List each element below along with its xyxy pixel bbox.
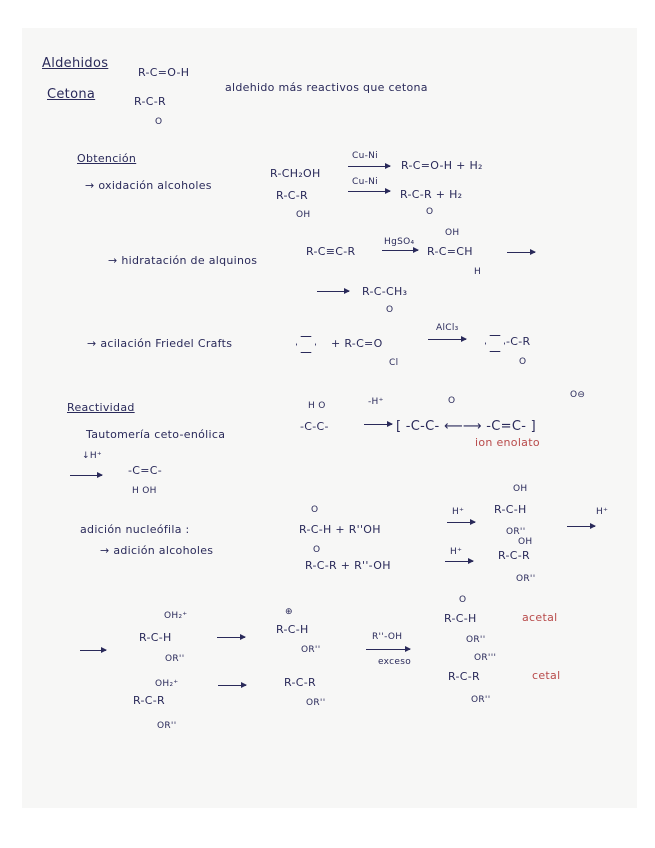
p2-structure: R-C-R bbox=[448, 670, 480, 683]
r4-arrow bbox=[428, 339, 466, 340]
r3-oxygen: O bbox=[386, 305, 394, 315]
keto-form: -C-C- bbox=[300, 420, 329, 433]
r4-acyl: + R-C=O bbox=[331, 337, 383, 350]
r4-cl: Cl bbox=[389, 358, 399, 368]
n1-oxygen: O bbox=[311, 505, 319, 515]
reactivity-comparison: aldehido más reactivos que cetona bbox=[225, 81, 428, 94]
n1-catalyst: H⁺ bbox=[452, 507, 465, 517]
p1-oxygen: O bbox=[459, 595, 467, 605]
r1-arrow bbox=[348, 166, 390, 167]
deprotonation: -H⁺ bbox=[368, 397, 384, 407]
carbocation-plus: ⊕ bbox=[285, 607, 293, 617]
m3-arrow bbox=[218, 685, 246, 686]
m2-structure: R-C-H bbox=[276, 623, 309, 636]
r4-catalyst: AlCl₃ bbox=[436, 323, 459, 333]
protonation: ↓H⁺ bbox=[82, 451, 102, 461]
aldehido-formula: R-C=O-H bbox=[138, 66, 190, 79]
m1-oxonium: OH₂⁺ bbox=[164, 611, 188, 621]
p2-top: OR''' bbox=[474, 653, 497, 663]
adicion-nucleofila-label: adición nucleófila : bbox=[80, 523, 190, 536]
acetal-label: acetal bbox=[522, 611, 558, 624]
n1-arrow bbox=[447, 522, 475, 523]
enol-substituents: H OH bbox=[132, 486, 157, 496]
m3-structure: R-C-R bbox=[133, 694, 165, 707]
r3-catalyst: HgSO₄ bbox=[384, 237, 415, 247]
n1-oh: OH bbox=[513, 484, 528, 494]
m3-oxonium: OH₂⁺ bbox=[155, 679, 179, 689]
heading-aldehidos: Aldehidos bbox=[42, 56, 109, 71]
r3-oh: OH bbox=[445, 228, 460, 238]
p2-or: OR'' bbox=[471, 695, 491, 705]
r3-equilibrium bbox=[507, 252, 535, 253]
enol-form: -C=C- bbox=[128, 464, 163, 477]
m1-or: OR'' bbox=[165, 654, 185, 664]
next-step-h: H⁺ bbox=[596, 507, 609, 517]
m1-arrow bbox=[217, 637, 245, 638]
r2-oxygen: O bbox=[426, 207, 434, 217]
ion-enolato-label: ion enolato bbox=[475, 436, 540, 449]
cetona-formula: R-C-R bbox=[134, 95, 166, 108]
exceso-label: exceso bbox=[378, 657, 412, 667]
keto-top: H O bbox=[308, 401, 326, 411]
n2-oh: OH bbox=[518, 537, 533, 547]
r2-arrow bbox=[348, 191, 390, 192]
r2-reactant: R-C-R bbox=[276, 189, 308, 202]
adicion-alcoholes-label: → adición alcoholes bbox=[100, 544, 214, 557]
m4-or: OR'' bbox=[306, 698, 326, 708]
method-acilacion: → acilación Friedel Crafts bbox=[87, 337, 233, 350]
method-hidratacion: → hidratación de alquinos bbox=[108, 254, 258, 267]
n2-catalyst: H⁺ bbox=[450, 547, 463, 557]
next-step-arrow bbox=[567, 526, 595, 527]
heading-obtencion: Obtención bbox=[77, 152, 137, 165]
r4-oxygen: O bbox=[519, 357, 527, 367]
n2-product: R-C-R bbox=[498, 549, 530, 562]
r1-reactant: R-CH₂OH bbox=[270, 167, 321, 180]
resonance-structures: [ -C-C- ⟵⟶ -C=C- ] bbox=[396, 419, 537, 434]
tautomer-arrow bbox=[364, 424, 392, 425]
m2-or: OR'' bbox=[301, 645, 321, 655]
r3-h: H bbox=[474, 267, 482, 277]
n1-product: R-C-H bbox=[494, 503, 527, 516]
n2-or: OR'' bbox=[516, 574, 536, 584]
enol-arrow bbox=[70, 475, 102, 476]
p1-or: OR'' bbox=[466, 635, 486, 645]
r3-arrow-2 bbox=[317, 291, 349, 292]
r3-enol: R-C=CH bbox=[427, 245, 473, 258]
r2-product: R-C-R + H₂ bbox=[400, 188, 463, 201]
m3-or: OR'' bbox=[157, 721, 177, 731]
cetona-oxygen: O bbox=[155, 117, 163, 127]
reagent-arrow bbox=[366, 649, 410, 650]
r3-ketone: R-C-CH₃ bbox=[362, 285, 408, 298]
mechanism-arrow bbox=[80, 650, 106, 651]
r1-product: R-C=O-H + H₂ bbox=[401, 159, 483, 172]
m1-structure: R-C-H bbox=[139, 631, 172, 644]
n1-reactants: R-C-H + R''OH bbox=[299, 523, 381, 536]
resonance-oxygen: O bbox=[448, 396, 456, 406]
r2-catalyst: Cu-Ni bbox=[352, 177, 378, 187]
n2-reactants: R-C-R + R''-OH bbox=[305, 559, 391, 572]
heading-reactividad: Reactividad bbox=[67, 401, 135, 414]
r1-catalyst: Cu-Ni bbox=[352, 151, 378, 161]
r2-oh: OH bbox=[296, 210, 311, 220]
reagent-alcohol: R''-OH bbox=[372, 632, 403, 642]
r3-arrow bbox=[382, 250, 418, 251]
notebook-page bbox=[22, 28, 637, 808]
p1-structure: R-C-H bbox=[444, 612, 477, 625]
resonance-oxygen-2: O⊖ bbox=[570, 390, 586, 400]
method-oxidacion: → oxidación alcoholes bbox=[85, 179, 212, 192]
n2-oxygen: O bbox=[313, 545, 321, 555]
n1-or: OR'' bbox=[506, 527, 526, 537]
n2-arrow bbox=[445, 561, 473, 562]
r3-reactant: R-C≡C-R bbox=[306, 245, 356, 258]
tautomeria-label: Tautomería ceto-enólica bbox=[86, 428, 226, 441]
r4-product: -C-R bbox=[506, 335, 531, 348]
cetal-label: cetal bbox=[532, 669, 561, 682]
heading-cetona: Cetona bbox=[47, 87, 96, 102]
m4-structure: R-C-R bbox=[284, 676, 316, 689]
